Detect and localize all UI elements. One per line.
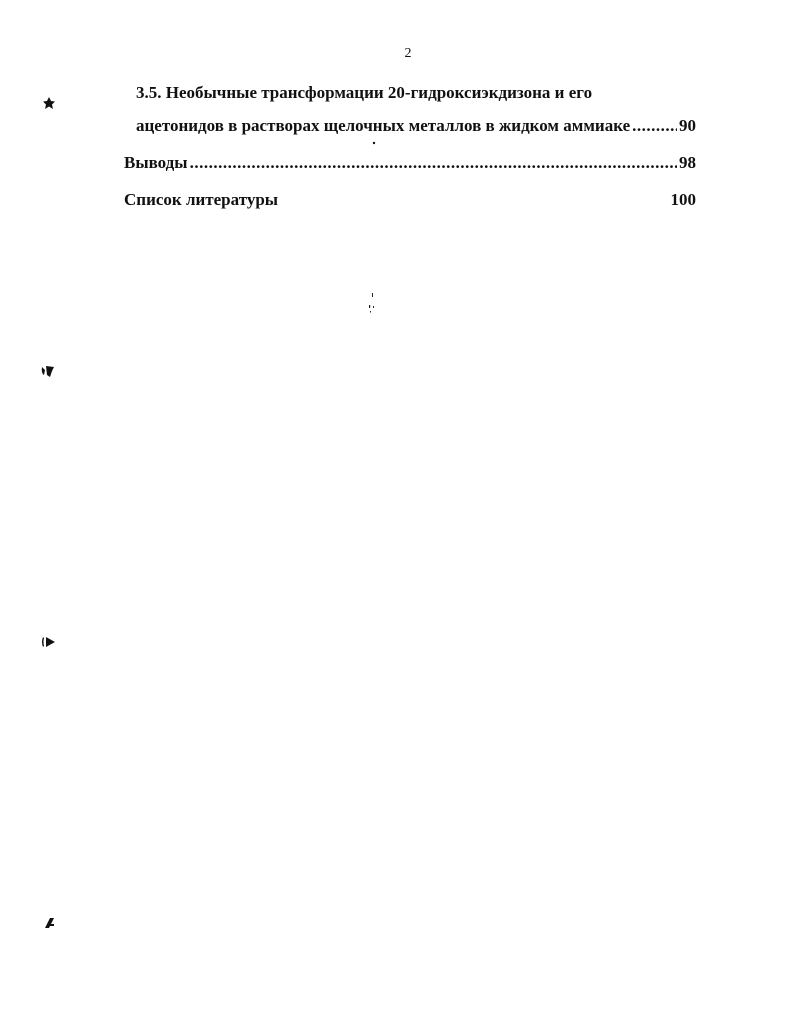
scan-mark-arrow xyxy=(40,635,58,649)
scan-mark-slash xyxy=(42,916,56,930)
toc-entry-title-text: ацетонидов в растворах щелочных металлов в жидком аммиаке xyxy=(136,116,631,135)
toc-entry-title-line-2 xyxy=(136,116,696,136)
scan-dot xyxy=(372,141,376,145)
dot-leader xyxy=(632,116,677,136)
scan-specks xyxy=(367,292,377,316)
toc-entry-title-text: 3.5. Необычные трансформации 20-гидроксиэкдизона и его xyxy=(136,83,593,102)
toc-entry-title-text: Выводы xyxy=(124,153,188,172)
toc-entry-title-line-1 xyxy=(136,83,696,103)
scan-mark-blob xyxy=(40,364,56,378)
scan-mark-star xyxy=(42,96,56,110)
dot-leader xyxy=(190,153,677,173)
toc-entry-line xyxy=(124,190,696,210)
page-number: 2 xyxy=(404,46,412,61)
toc-entry-line xyxy=(124,153,696,173)
toc-page-number: 100 xyxy=(670,190,696,209)
toc-page-number: 98 xyxy=(679,153,696,172)
toc-page-number: 90 xyxy=(679,116,696,135)
toc-entry-title-text: Список литературы xyxy=(124,190,279,209)
